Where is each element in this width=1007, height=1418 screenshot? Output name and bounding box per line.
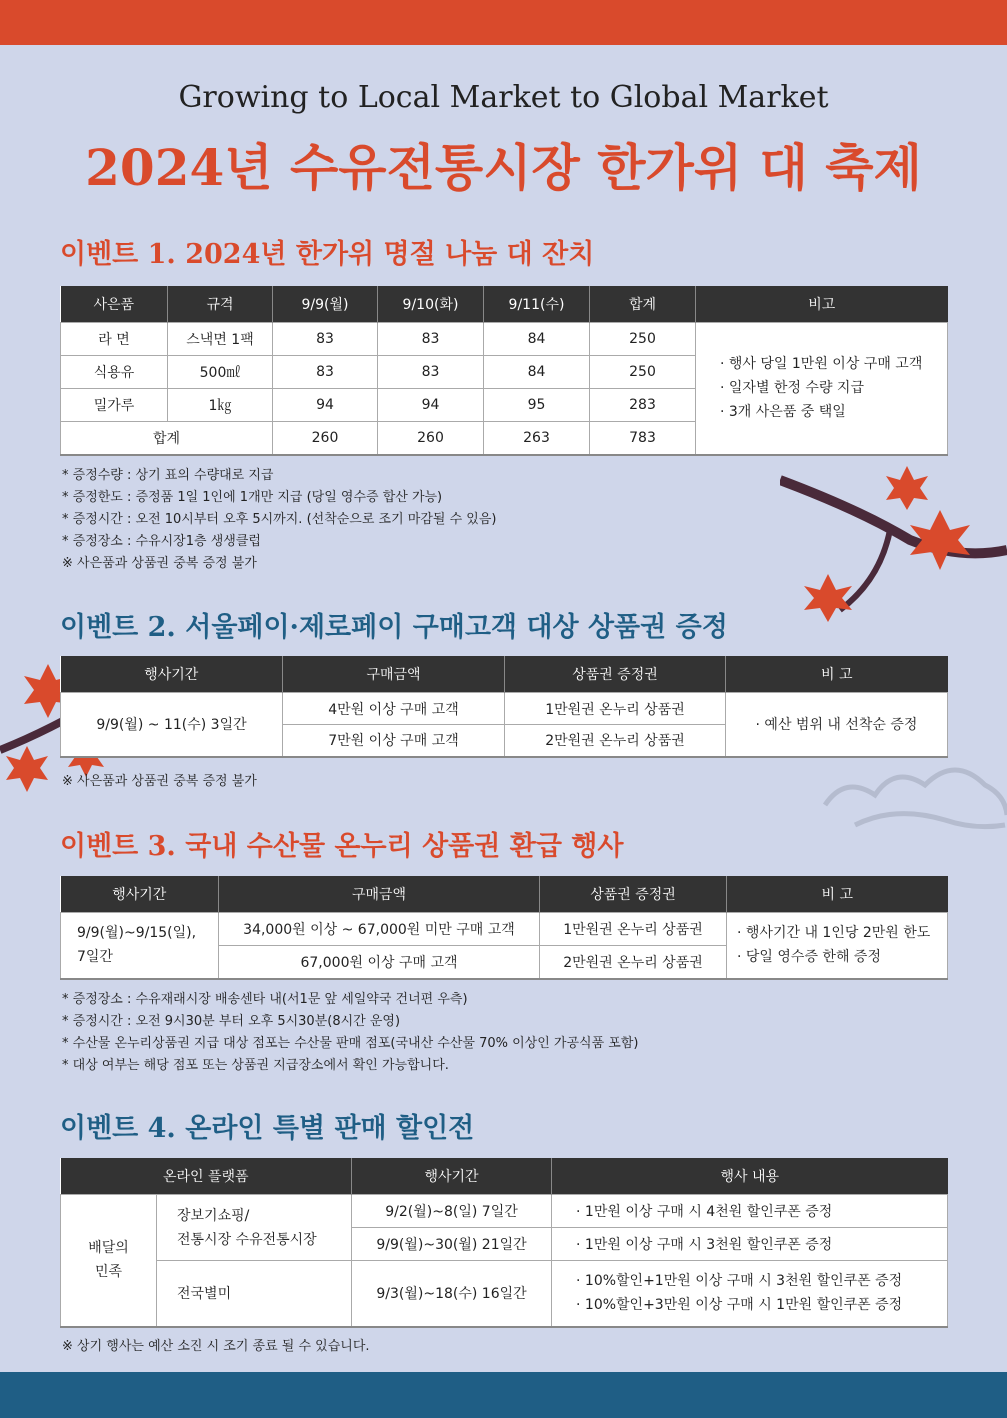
- event1-table: [60, 286, 948, 456]
- col-header: 사은품: [61, 286, 168, 323]
- note-line: * 대상 여부는 해당 점포 또는 상품권 지급장소에서 확인 가능합니다.: [62, 1058, 449, 1073]
- cell: 83: [378, 356, 484, 389]
- cell: 95: [484, 389, 590, 422]
- cell: 4만원 이상 구매 고객: [283, 693, 505, 725]
- event3-notes: [62, 989, 638, 1077]
- period-cell: [61, 913, 219, 979]
- top-bar: [0, 0, 1007, 45]
- cell: 합계: [61, 422, 273, 455]
- cell: 83: [273, 356, 378, 389]
- col-header: 행사 내용: [552, 1158, 948, 1195]
- cell: · 1만원 이상 구매 시 4천원 할인쿠폰 증정: [552, 1195, 948, 1228]
- cell: 83: [273, 323, 378, 356]
- cell: 94: [378, 389, 484, 422]
- page-title: 2024년 수유전통시장 한가위 대 축제: [85, 138, 922, 197]
- table-header-row: [61, 1158, 948, 1195]
- cell: 94: [273, 389, 378, 422]
- remark-line: · 3개 사은품 중 택일: [720, 404, 846, 421]
- table-header-row: [61, 286, 948, 323]
- cell: 250: [590, 323, 696, 356]
- cell: 1㎏: [168, 389, 273, 422]
- cell: 스낵면 1팩: [168, 323, 273, 356]
- cell: 1만원권 온누리 상품권: [540, 913, 727, 946]
- col-header: 규격: [168, 286, 273, 323]
- sub-platform-line: 전통시장 수유전통시장: [177, 1231, 317, 1248]
- platform-cell: [61, 1195, 157, 1327]
- event2-note: ※ 사은품과 상품권 중복 증정 불가: [62, 774, 257, 789]
- cell: 2만원권 온누리 상품권: [540, 946, 727, 979]
- sub-platform-cell: 전국별미: [157, 1261, 352, 1327]
- cell: 2만원권 온누리 상품권: [505, 725, 726, 757]
- col-header: 비고: [696, 286, 948, 323]
- content-line: · 10%할인+3만원 이상 구매 시 1만원 할인쿠폰 증정: [576, 1297, 903, 1314]
- note-line: * 증정장소 : 수유재래시장 배송센타 내(서1문 앞 세일약국 건너편 우측): [62, 992, 468, 1007]
- cell: 500㎖: [168, 356, 273, 389]
- cell: 9/3(월)~18(수) 16일간: [352, 1261, 552, 1327]
- cell: 783: [590, 422, 696, 455]
- period-line: 7일간: [77, 949, 113, 966]
- platform-line: 민족: [94, 1264, 123, 1281]
- col-header: 합계: [590, 286, 696, 323]
- platform-line: 배달의: [88, 1240, 129, 1257]
- cell: 260: [378, 422, 484, 455]
- cell: 250: [590, 356, 696, 389]
- table-header-row: [61, 876, 948, 913]
- cell: 34,000원 이상 ~ 67,000원 미만 구매 고객: [219, 913, 540, 946]
- remark-line: · 행사 당일 1만원 이상 구매 고객: [720, 356, 923, 373]
- col-header: 온라인 플랫폼: [61, 1158, 352, 1195]
- note-line: * 수산물 온누리상품권 지급 대상 점포는 수산물 판매 점포(국내산 수산물 70% 이상인 가공식품 포함): [62, 1036, 639, 1051]
- note-line: * 증정수량 : 상기 표의 수량대로 지급: [62, 468, 274, 483]
- cell: 라 면: [61, 323, 168, 356]
- cell: 식용유: [61, 356, 168, 389]
- note-line: ※ 사은품과 상품권 중복 증정 불가: [62, 556, 257, 571]
- subtitle: Growing to Local Market to Global Market: [178, 80, 829, 115]
- cell: 260: [273, 422, 378, 455]
- cell: 263: [484, 422, 590, 455]
- event2-table: [60, 656, 948, 758]
- bottom-bar: [0, 1372, 1007, 1418]
- cell: 9/2(월)~8(일) 7일간: [352, 1195, 552, 1228]
- remark-cell: · 예산 범위 내 선착순 증정: [726, 693, 948, 757]
- cell: 84: [484, 323, 590, 356]
- col-header: 상품권 증정권: [505, 656, 726, 693]
- cell: 84: [484, 356, 590, 389]
- col-header: 상품권 증정권: [540, 876, 727, 913]
- event4-title: 이벤트 4. 온라인 특별 판매 할인전: [60, 1113, 475, 1144]
- cell: 1만원권 온누리 상품권: [505, 693, 726, 725]
- event1-notes: [62, 465, 497, 575]
- remark-line: · 일자별 한정 수량 지급: [720, 380, 864, 397]
- remarks-cell: [727, 913, 948, 979]
- cell: 83: [378, 323, 484, 356]
- maple-branch-right-decoration: [780, 440, 1007, 640]
- table-row: [61, 913, 948, 946]
- content-cell: [552, 1261, 948, 1327]
- sub-platform-line: 장보기쇼핑/: [177, 1207, 250, 1224]
- cloud-decoration: [815, 755, 1007, 835]
- period-cell: 9/9(월) ~ 11(수) 3일간: [61, 693, 283, 757]
- remark-line: · 행사기간 내 1인당 2만원 한도: [737, 925, 931, 942]
- event4-table: [60, 1158, 948, 1328]
- event3-table: [60, 876, 948, 980]
- remarks-cell: [696, 323, 948, 455]
- col-header: 9/9(월): [273, 286, 378, 323]
- col-header: 구매금액: [219, 876, 540, 913]
- period-line: 9/9(월)~9/15(일),: [77, 925, 197, 942]
- note-line: * 증정시간 : 오전 10시부터 오후 5시까지. (선착순으로 조기 마감될 수 있음): [62, 512, 497, 527]
- cell: 밀가루: [61, 389, 168, 422]
- col-header: 9/11(수): [484, 286, 590, 323]
- cell: · 1만원 이상 구매 시 3천원 할인쿠폰 증정: [552, 1228, 948, 1261]
- col-header: 비 고: [727, 876, 948, 913]
- col-header: 비 고: [726, 656, 948, 693]
- event2-title: 이벤트 2. 서울페이·제로페이 구매고객 대상 상품권 증정: [60, 612, 728, 643]
- note-line: * 증정장소 : 수유시장1층 생생클럽: [62, 534, 261, 549]
- col-header: 행사기간: [61, 656, 283, 693]
- cell: 283: [590, 389, 696, 422]
- table-row: [61, 323, 948, 356]
- col-header: 구매금액: [283, 656, 505, 693]
- event3-title: 이벤트 3. 국내 수산물 온누리 상품권 환급 행사: [60, 831, 624, 862]
- col-header: 행사기간: [352, 1158, 552, 1195]
- table-row: [61, 1195, 948, 1228]
- table-header-row: [61, 656, 948, 693]
- note-line: * 증정시간 : 오전 9시30분 부터 오후 5시30분(8시간 운영): [62, 1014, 401, 1029]
- content-line: · 10%할인+1만원 이상 구매 시 3천원 할인쿠폰 증정: [576, 1273, 903, 1290]
- remark-line: · 당일 영수증 한해 증정: [737, 949, 881, 966]
- cell: 7만원 이상 구매 고객: [283, 725, 505, 757]
- cell: 9/9(월)~30(월) 21일간: [352, 1228, 552, 1261]
- table-row: [61, 693, 948, 725]
- col-header: 9/10(화): [378, 286, 484, 323]
- note-line: * 증정한도 : 증정품 1일 1인에 1개만 지급 (당일 영수증 합산 가능): [62, 490, 443, 505]
- table-row: [61, 1261, 948, 1327]
- event1-title: 이벤트 1. 2024년 한가위 명절 나눔 대 잔치: [60, 239, 595, 270]
- event4-note: ※ 상기 행사는 예산 소진 시 조기 종료 될 수 있습니다.: [62, 1339, 370, 1354]
- sub-platform-cell: [157, 1195, 352, 1261]
- cell: 67,000원 이상 구매 고객: [219, 946, 540, 979]
- col-header: 행사기간: [61, 876, 219, 913]
